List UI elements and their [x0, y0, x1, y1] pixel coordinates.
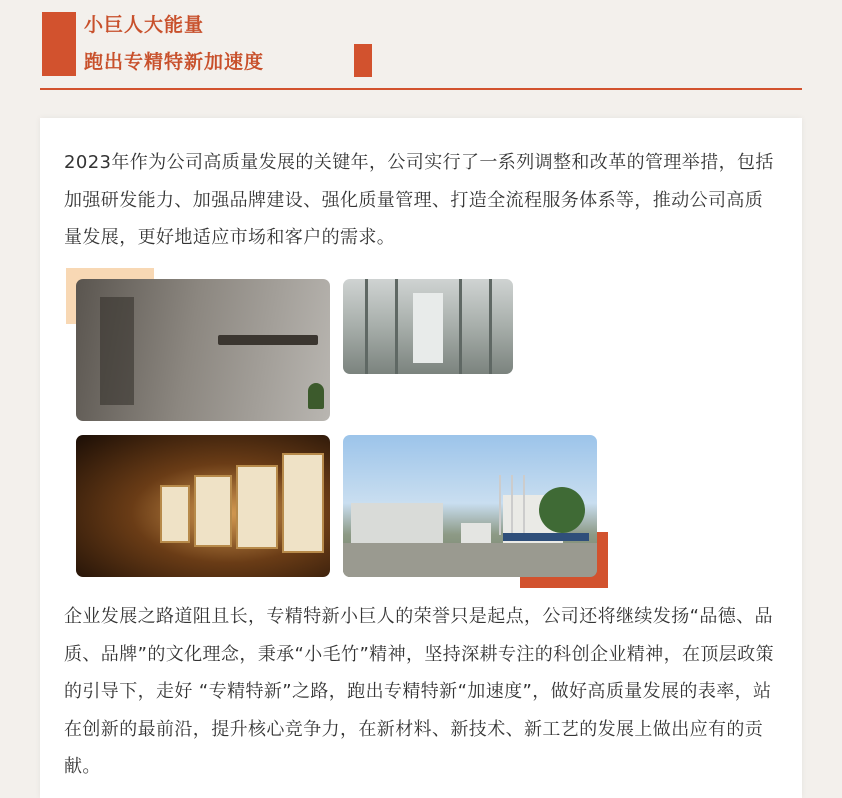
section-title-line1: 小巨人大能量: [84, 14, 205, 36]
header-accent-bar-left: [42, 12, 76, 76]
glass-frame: [459, 279, 462, 374]
glass-frame: [395, 279, 398, 374]
lab-wall-sign: [100, 297, 134, 405]
factory-gatehouse: [461, 523, 491, 545]
flag-pole: [499, 475, 501, 535]
section-title-line2: 跑出专精特新加速度: [84, 51, 265, 73]
flag-pole: [523, 475, 525, 535]
header-divider: [40, 88, 802, 90]
company-signboard: [503, 533, 589, 541]
article-card: [40, 118, 802, 798]
lab-plaque: [218, 335, 318, 345]
glass-frame: [489, 279, 492, 374]
paragraph-closing: 企业发展之路道阻且长，专精特新小巨人的荣誉只是起点，公司还将继续发扬“品德、品质、品牌”的文化理念，秉承“小毛竹”精神，坚持深耕专注的科创企业精神，在顶层政策的引导下，走好 “专精特新”之路，跑出专精特新“加速度”，做好高质量发展的表率，站在创新的最前沿，提升核心竞争力，在新材料、新技术、新工艺的发展上做出应有的贡献。: [64, 606, 774, 777]
potted-plant: [308, 383, 324, 409]
plaza-road: [343, 543, 597, 577]
corridor-vanishing: [413, 293, 443, 363]
section-header: [0, 0, 842, 95]
certificate-frame: [236, 465, 278, 549]
photo-glass-corridor: [343, 279, 513, 374]
photo-lab-entrance: [76, 279, 330, 421]
certificate-frame: [194, 475, 232, 547]
photo-factory-exterior: [343, 435, 597, 577]
factory-building: [351, 503, 443, 547]
certificate-frame: [282, 453, 324, 553]
header-accent-bar-right: [354, 44, 372, 77]
certificate-frame: [160, 485, 190, 543]
paragraph-intro: 2023年作为公司高质量发展的关键年，公司实行了一系列调整和改革的管理举措，包括加强研发能力、加强品牌建设、强化质量管理、打造全流程服务体系等，推动公司高质量发展，更好地适应市场和客户的需求。: [64, 152, 774, 248]
tree-cluster: [539, 487, 585, 533]
flag-pole: [511, 475, 513, 535]
photo-certificate-wall: [76, 435, 330, 577]
glass-frame: [365, 279, 368, 374]
